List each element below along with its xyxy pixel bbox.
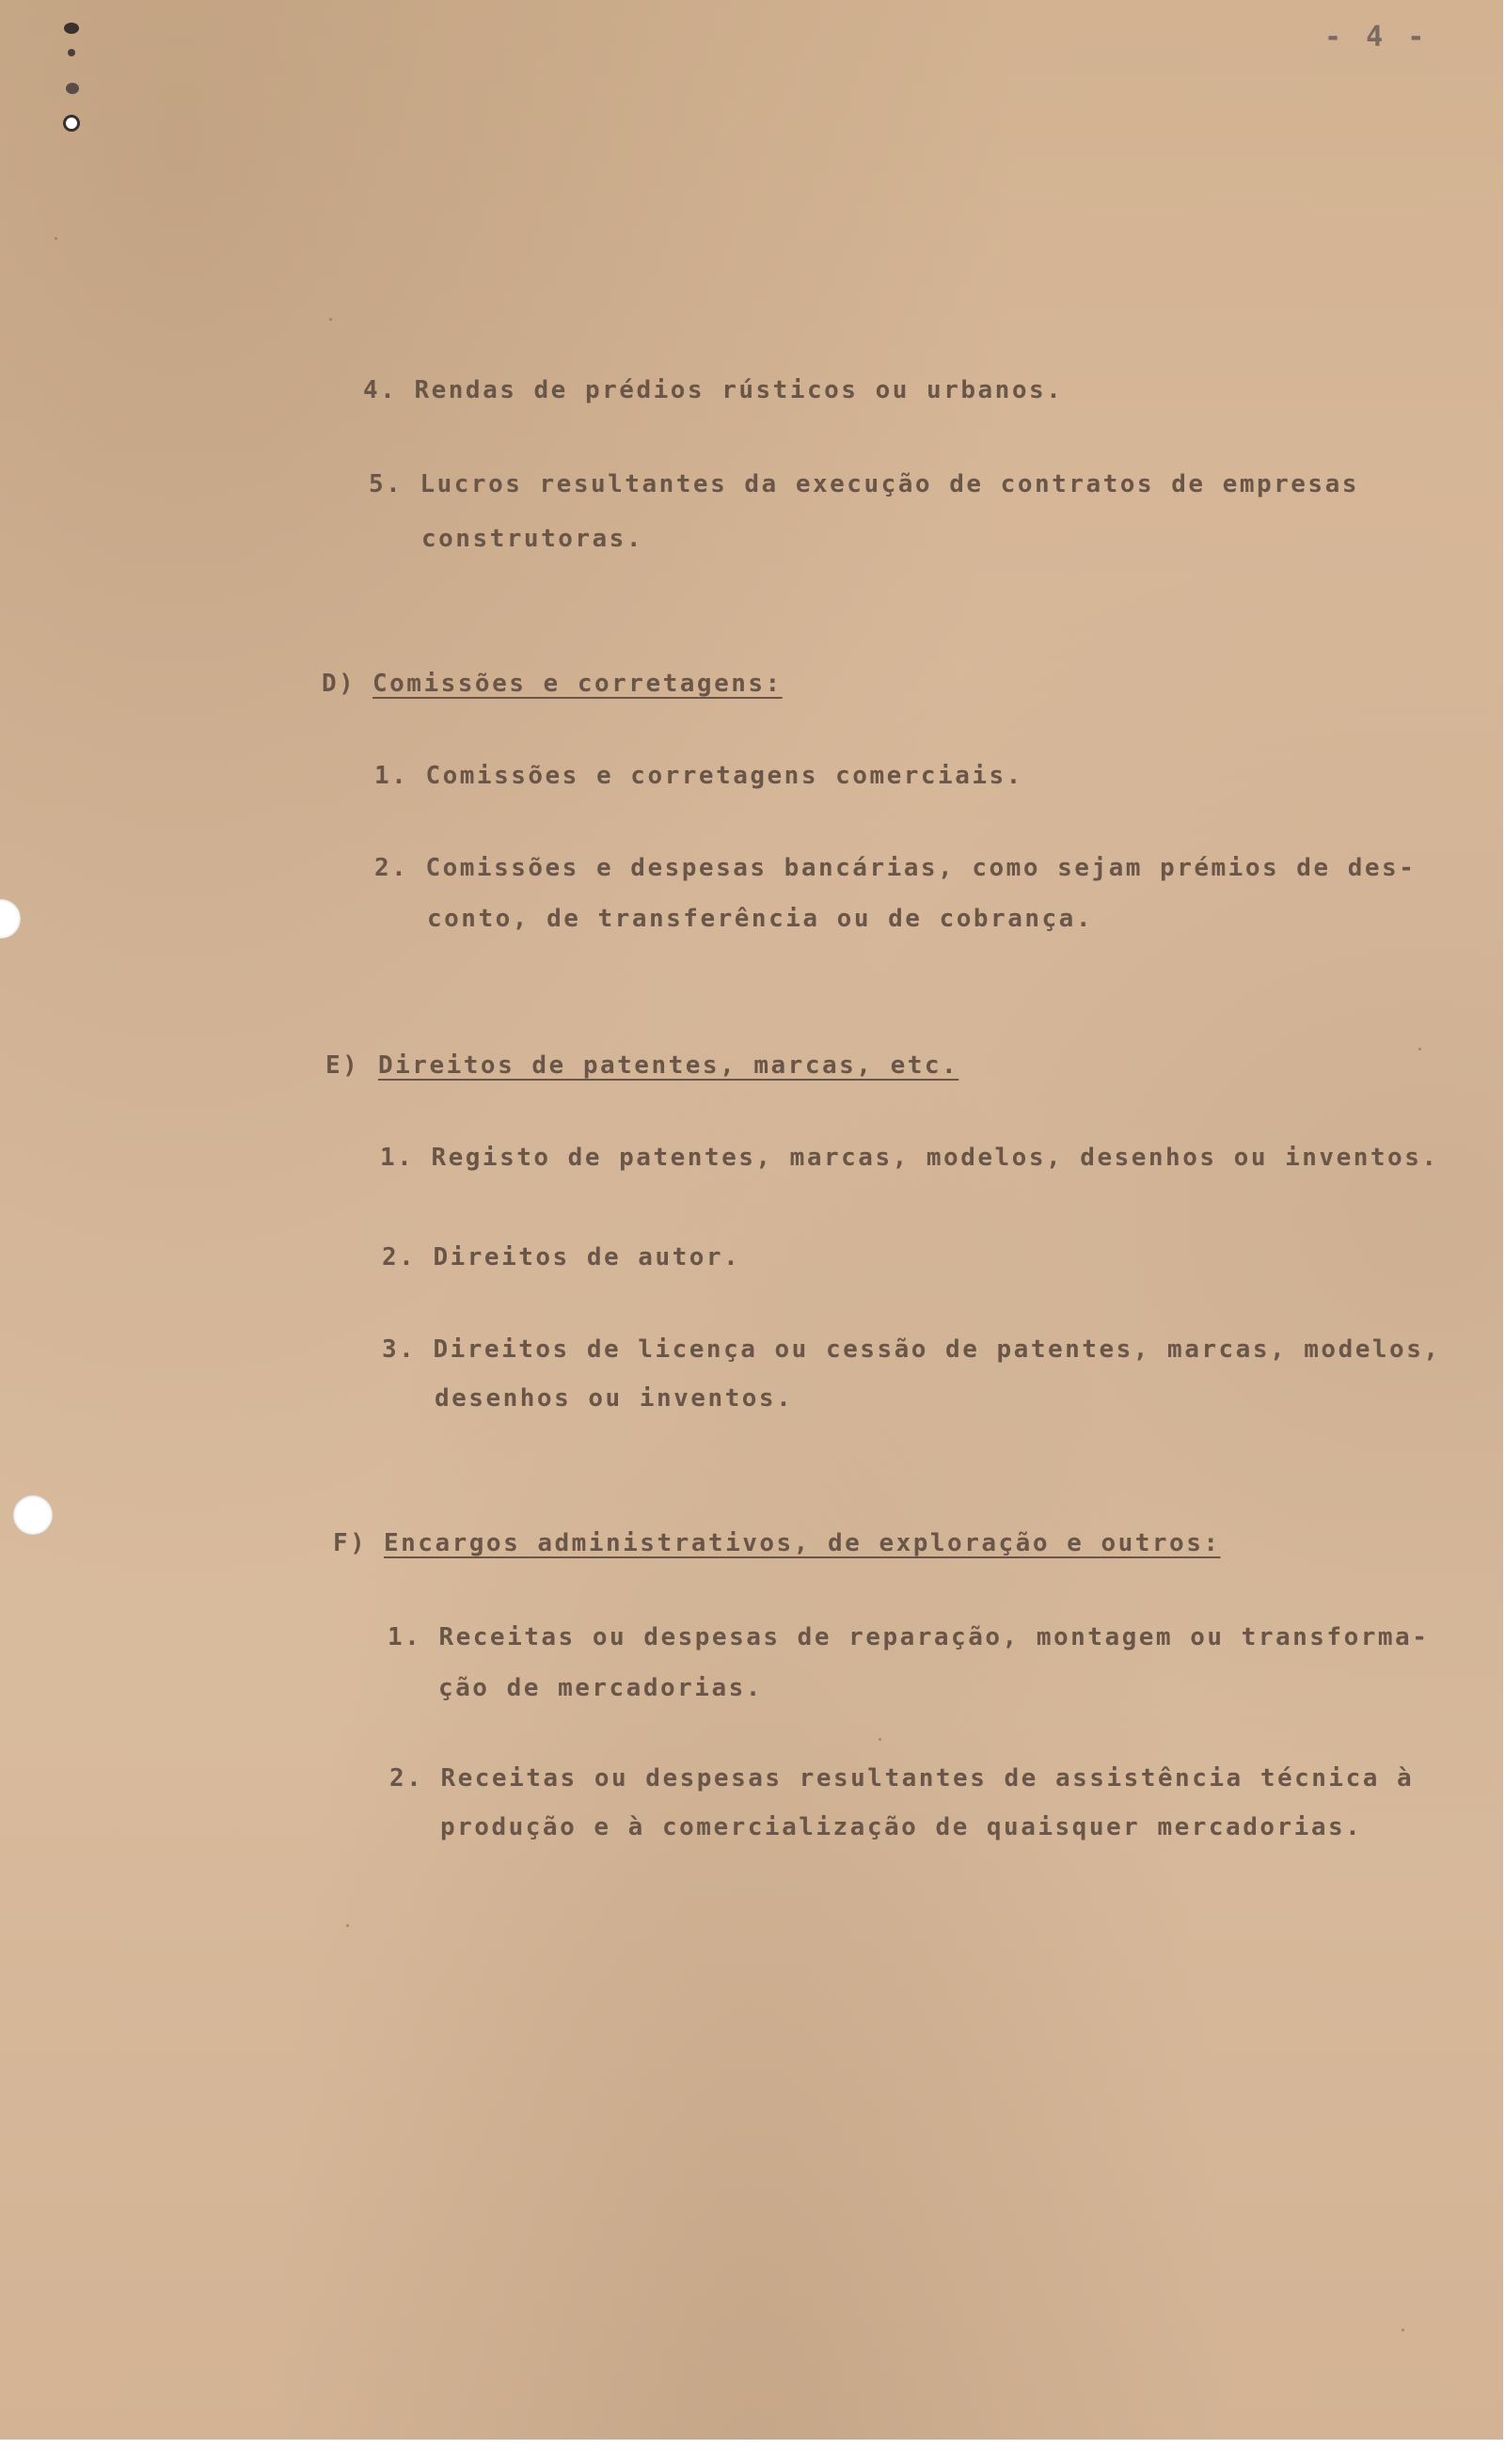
section-d-heading: Comissões e corretagens: (372, 670, 783, 698)
item-e3-text-line1: 3. Direitos de licença ou cessão de patentes, marcas, modelos, (382, 1335, 1441, 1364)
section-e-letter: E) (325, 1051, 360, 1080)
item-f1-text-line1: 1. Receitas ou despesas de reparação, montagem ou transforma- (388, 1623, 1430, 1651)
item-f2-text-line1: 2. Receitas ou despesas resultantes de assistência técnica à (389, 1764, 1415, 1793)
paper-speck (346, 1924, 349, 1927)
page-number: - 4 - (1324, 21, 1429, 54)
binder-mark (63, 115, 80, 132)
binder-mark (68, 49, 75, 56)
paper-speck (329, 318, 332, 321)
item-f1-text-line2: ção de mercadorias. (438, 1674, 763, 1702)
item-c4-text: 4. Rendas de prédios rústicos ou urbanos. (363, 376, 1064, 404)
section-e-heading: Direitos de patentes, marcas, etc. (378, 1051, 959, 1080)
binder-mark (66, 83, 79, 94)
section-f-heading: Encargos administrativos, de exploração e outros: (384, 1529, 1221, 1557)
item-e1-text: 1. Registo de patentes, marcas, modelos, desenhos ou inventos. (380, 1144, 1439, 1172)
item-e3-text-line2: desenhos ou inventos. (435, 1384, 794, 1413)
item-f2-text-line2: produção e à comercialização de quaisquer mercadorias. (440, 1813, 1363, 1841)
paper-speck (55, 237, 57, 240)
binder-mark (64, 23, 79, 34)
section-d-letter: D) (322, 670, 356, 698)
section-f-letter: F) (333, 1529, 368, 1557)
item-c5-text-line1: 5. Lucros resultantes da execução de contratos de empresas (369, 470, 1359, 498)
item-c5-text-line2: construtoras. (421, 525, 643, 553)
scan-bottom-margin (0, 2440, 1505, 2464)
paper-speck (879, 1738, 881, 1741)
paper-speck (1402, 2329, 1404, 2331)
punch-hole-upper (0, 899, 21, 939)
item-d1-text: 1. Comissões e corretagens comerciais. (374, 762, 1023, 790)
paper-speck (1418, 1048, 1421, 1050)
item-d2-text-line1: 2. Comissões e despesas bancárias, como sejam prémios de des- (374, 854, 1417, 882)
item-e2-text: 2. Direitos de autor. (382, 1243, 741, 1271)
punch-hole-lower (13, 1495, 53, 1535)
item-d2-text-line2: conto, de transferência ou de cobrança. (427, 905, 1093, 933)
